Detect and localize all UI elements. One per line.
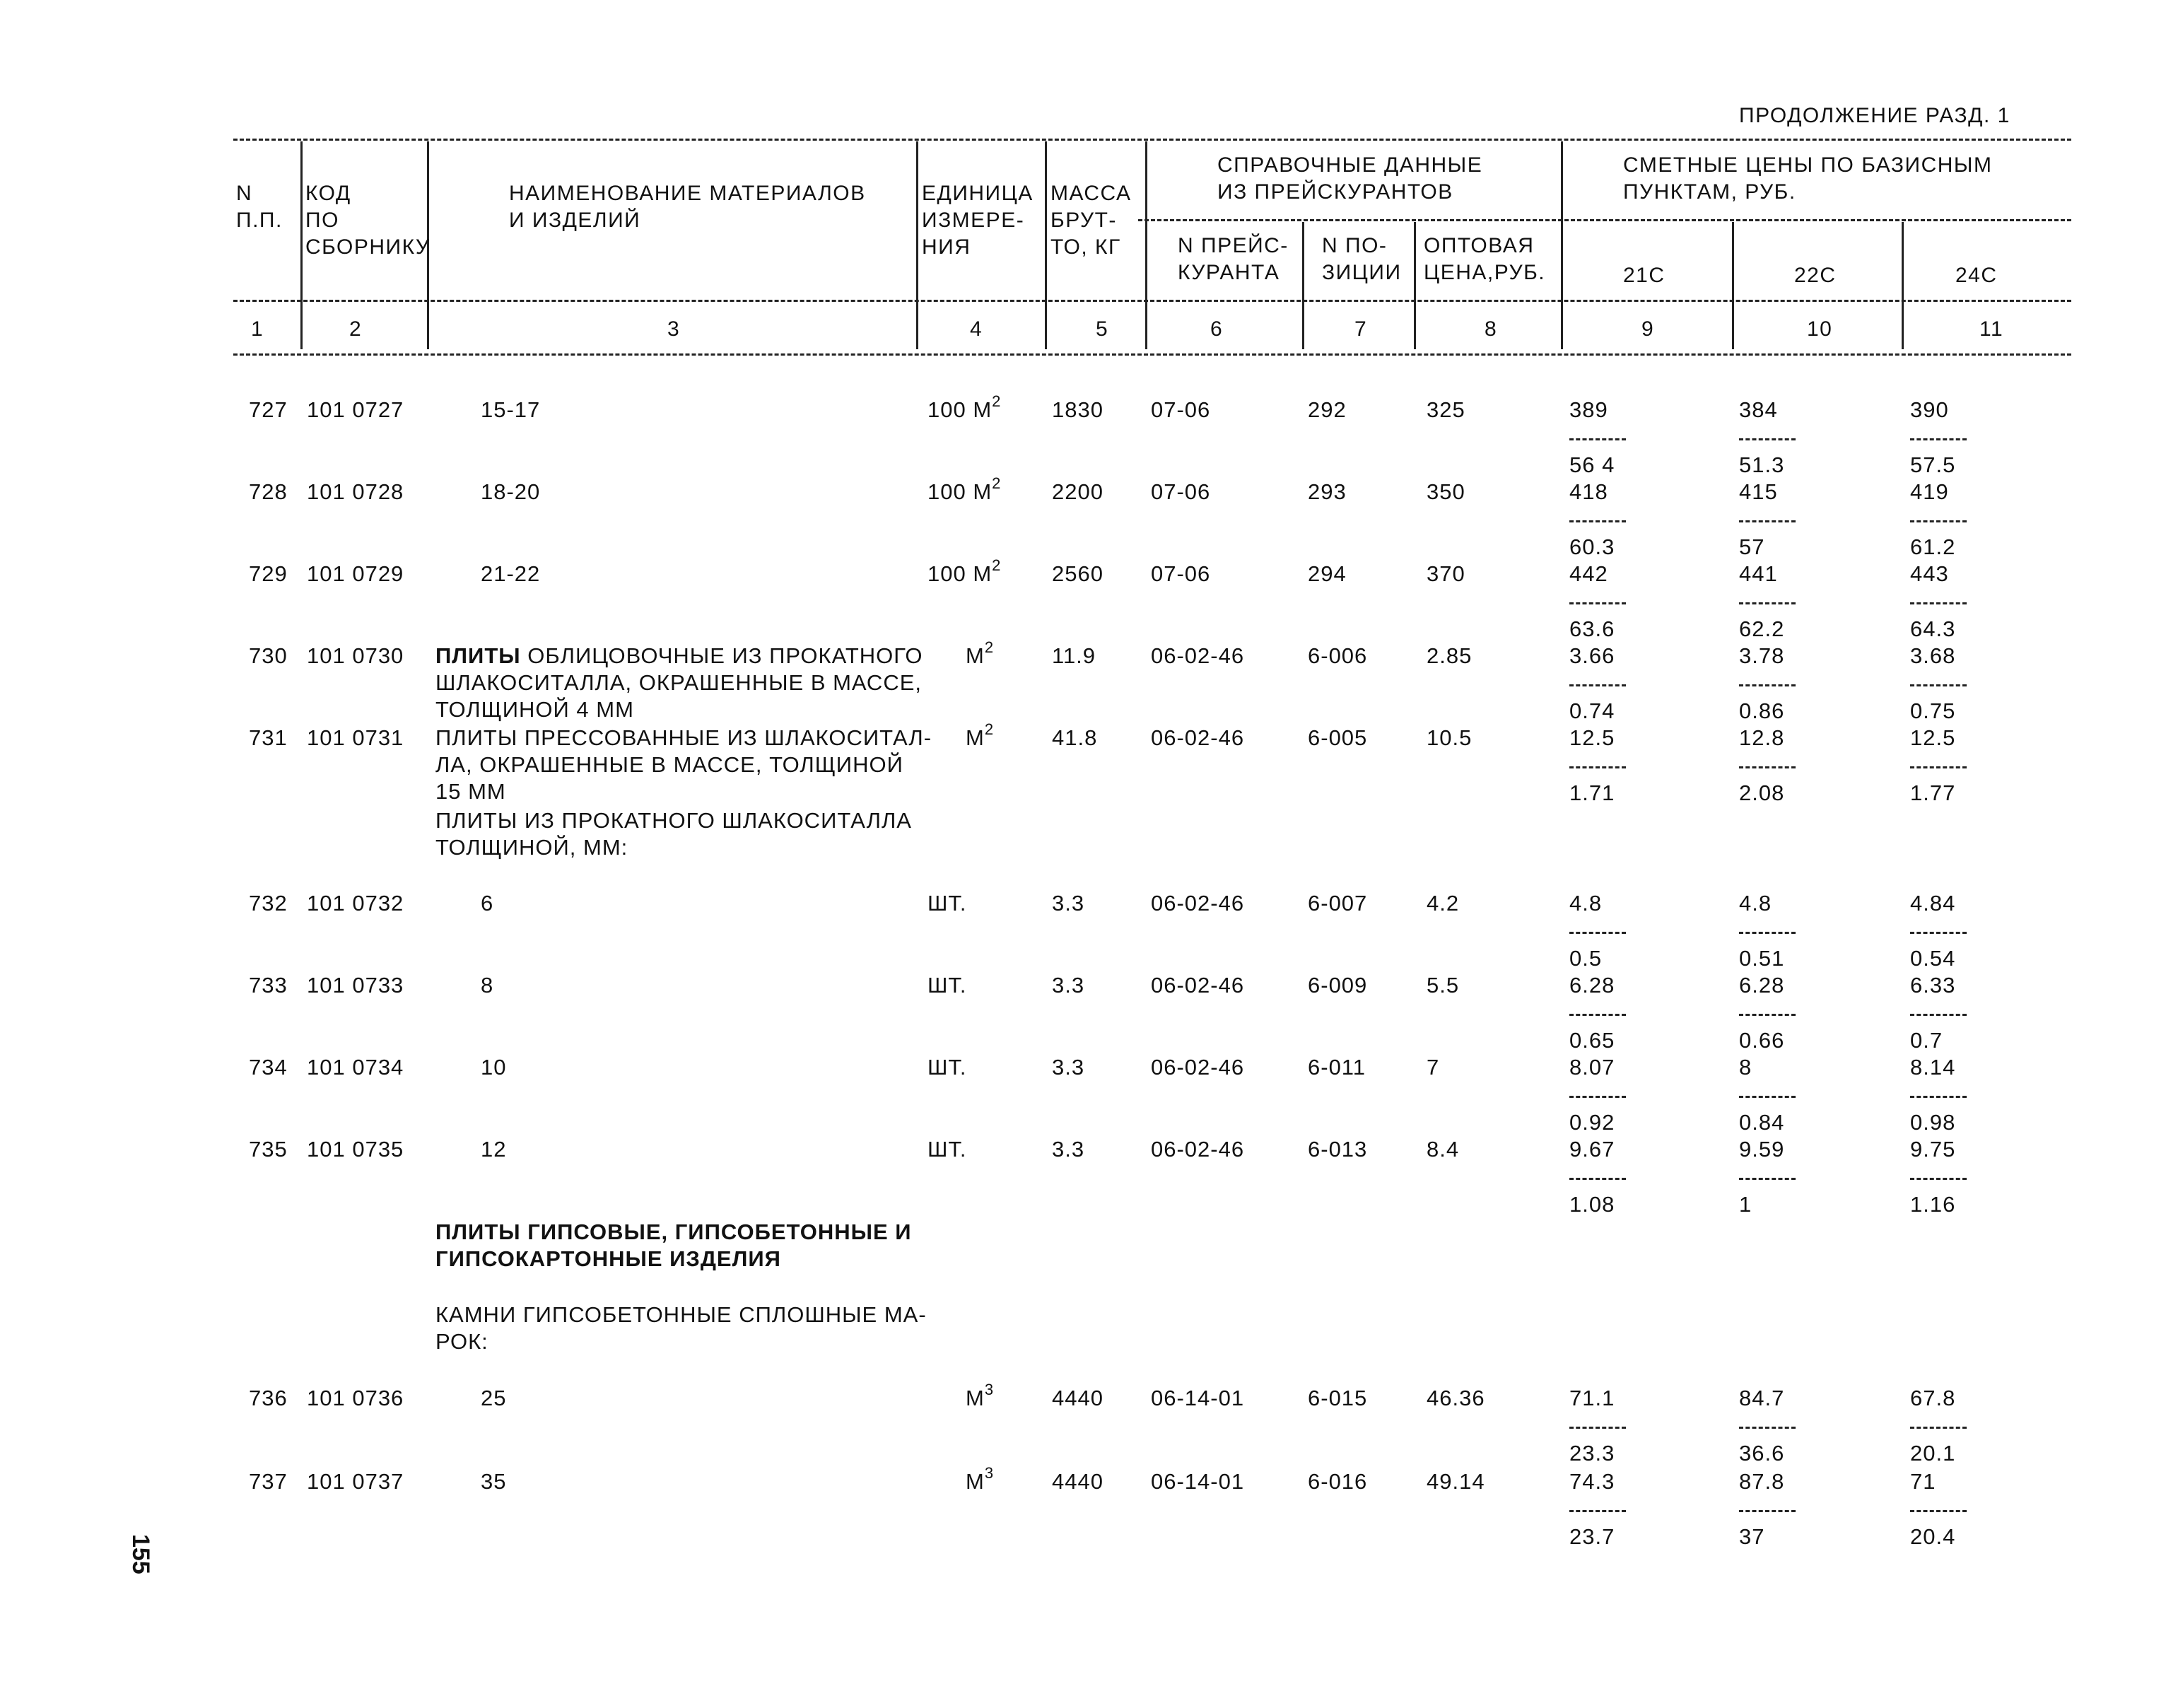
section-gypsum-1: ПЛИТЫ ГИПСОВЫЕ, ГИПСОБЕТОННЫЕ И bbox=[435, 1219, 912, 1244]
col-sep bbox=[1045, 141, 1047, 349]
row-c21-transport: 1.08 bbox=[1569, 1192, 1615, 1217]
fraction-line bbox=[1739, 1427, 1796, 1429]
row-unit bbox=[927, 392, 1002, 423]
col-sep bbox=[1414, 222, 1416, 349]
row-mass: 3.3 bbox=[1052, 973, 1085, 998]
row-number: 729 bbox=[249, 561, 288, 586]
row-wholesale-price: 325 bbox=[1427, 397, 1465, 422]
row-mass: 2560 bbox=[1052, 561, 1104, 586]
fraction-line bbox=[1739, 1510, 1796, 1512]
row-number: 731 bbox=[249, 725, 288, 750]
row-mass: 41.8 bbox=[1052, 725, 1098, 750]
row-unit-text: М bbox=[966, 1386, 985, 1410]
hdr-mass-2: БРУТ- bbox=[1050, 209, 1117, 232]
row-c21-transport: 1.71 bbox=[1569, 780, 1615, 805]
hdr-mass-1: МАССА bbox=[1050, 182, 1132, 205]
row-price-list: 06-02-46 bbox=[1151, 973, 1245, 998]
row-unit bbox=[927, 474, 1002, 505]
fraction-line bbox=[1910, 438, 1967, 440]
row-wholesale-price: 46.36 bbox=[1427, 1386, 1485, 1410]
fraction-line bbox=[1569, 1178, 1626, 1180]
row-c22-price: 384 bbox=[1739, 397, 1778, 422]
col-sep bbox=[300, 141, 303, 349]
fraction-line bbox=[1569, 1510, 1626, 1512]
row-unit bbox=[927, 1137, 967, 1162]
fraction-line bbox=[1910, 1178, 1967, 1180]
row-c22-price: 3.78 bbox=[1739, 643, 1785, 668]
row-c24-transport: 61.2 bbox=[1910, 534, 1956, 559]
row-name: 21-22 bbox=[481, 561, 541, 586]
hdr-ref-2: ИЗ ПРЕЙСКУРАНТОВ bbox=[1217, 180, 1453, 204]
fraction-line bbox=[1569, 438, 1626, 440]
hdr-name-1: НАИМЕНОВАНИЕ МАТЕРИАЛОВ bbox=[509, 182, 866, 205]
fraction-line bbox=[1739, 602, 1796, 604]
row-wholesale-price: 10.5 bbox=[1427, 725, 1473, 750]
row-c21-price: 9.67 bbox=[1569, 1137, 1615, 1162]
row-unit-exponent: 2 bbox=[992, 474, 1002, 492]
row-name-bold: ПЛИТЫ bbox=[435, 643, 521, 668]
fraction-line bbox=[1569, 684, 1626, 686]
colnum-2: 2 bbox=[349, 317, 363, 341]
continuation-note: ПРОДОЛЖЕНИЕ РАЗД. 1 bbox=[1739, 104, 2010, 127]
row-unit-text: 100 М bbox=[927, 397, 993, 422]
row-price-list: 06-02-46 bbox=[1151, 1137, 1245, 1162]
row-mass: 4440 bbox=[1052, 1386, 1104, 1410]
fraction-line bbox=[1739, 1178, 1796, 1180]
row-position: 6-013 bbox=[1308, 1137, 1368, 1162]
row-c24-price: 67.8 bbox=[1910, 1386, 1956, 1410]
row-name: 25 bbox=[481, 1386, 507, 1410]
row-code: 101 0737 bbox=[307, 1469, 404, 1494]
row-unit-exponent: 2 bbox=[992, 392, 1002, 410]
row-c24-transport: 64.3 bbox=[1910, 616, 1956, 641]
colnum-4: 4 bbox=[970, 317, 983, 341]
row-wholesale-price: 8.4 bbox=[1427, 1137, 1460, 1162]
row-c24-transport: 0.54 bbox=[1910, 946, 1956, 971]
row-c21-price: 389 bbox=[1569, 397, 1608, 422]
col-sep bbox=[1145, 141, 1147, 349]
row-unit-exponent: 2 bbox=[992, 556, 1002, 574]
hdr-unit-1: ЕДИНИЦА bbox=[922, 182, 1034, 205]
row-unit-exponent: 3 bbox=[984, 1380, 995, 1398]
row-c21-price: 3.66 bbox=[1569, 643, 1615, 668]
row-c21-price: 12.5 bbox=[1569, 725, 1615, 750]
row-unit-exponent: 2 bbox=[984, 638, 995, 656]
header-subdiv-rule bbox=[1138, 219, 2071, 221]
row-unit-text: ШТ. bbox=[927, 1137, 967, 1162]
row-c21-transport: 63.6 bbox=[1569, 616, 1615, 641]
hdr-name-2: И ИЗДЕЛИЙ bbox=[509, 209, 641, 232]
hdr-wholesale-2: ЦЕНА,РУБ. bbox=[1424, 261, 1546, 284]
fraction-line bbox=[1569, 932, 1626, 934]
row-c21-transport: 0.65 bbox=[1569, 1028, 1615, 1053]
row-price-list: 07-06 bbox=[1151, 561, 1211, 586]
colnum-3: 3 bbox=[667, 317, 681, 341]
colnum-7: 7 bbox=[1354, 317, 1368, 341]
colnum-8: 8 bbox=[1485, 317, 1498, 341]
row-wholesale-price: 49.14 bbox=[1427, 1469, 1485, 1494]
row-c24-price: 3.68 bbox=[1910, 643, 1956, 668]
fraction-line bbox=[1569, 1014, 1626, 1016]
row-unit bbox=[927, 891, 967, 916]
hdr-est-22: 22С bbox=[1794, 264, 1837, 287]
row-name bbox=[435, 643, 923, 669]
fraction-line bbox=[1569, 1427, 1626, 1429]
row-mass: 2200 bbox=[1052, 479, 1104, 504]
row-c21-price: 71.1 bbox=[1569, 1386, 1615, 1410]
col-sep bbox=[1732, 222, 1734, 349]
header-top-rule bbox=[233, 139, 2071, 141]
hdr-n-1: N bbox=[236, 182, 253, 205]
fraction-line bbox=[1739, 1014, 1796, 1016]
row-code: 101 0732 bbox=[307, 891, 404, 916]
colnum-11: 11 bbox=[1979, 317, 2004, 341]
row-c21-price: 4.8 bbox=[1569, 891, 1603, 916]
row-name: 35 bbox=[481, 1469, 507, 1494]
row-price-list: 07-06 bbox=[1151, 479, 1211, 504]
group-slag-2: ТОЛЩИНОЙ, ММ: bbox=[435, 835, 628, 860]
fraction-line bbox=[1739, 684, 1796, 686]
row-position: 6-015 bbox=[1308, 1386, 1368, 1410]
row-position: 6-007 bbox=[1308, 891, 1368, 916]
row-name: 15-17 bbox=[481, 397, 541, 422]
hdr-est-2: ПУНКТАМ, РУБ. bbox=[1623, 180, 1796, 204]
row-c22-transport: 37 bbox=[1739, 1524, 1765, 1549]
row-c24-transport: 0.75 bbox=[1910, 698, 1956, 723]
row-c21-transport: 0.92 bbox=[1569, 1110, 1615, 1135]
colnum-9: 9 bbox=[1641, 317, 1655, 341]
row-code: 101 0727 bbox=[307, 397, 404, 422]
row-c21-price: 6.28 bbox=[1569, 973, 1615, 998]
row-c22-transport: 2.08 bbox=[1739, 780, 1785, 805]
row-number: 728 bbox=[249, 479, 288, 504]
fraction-line bbox=[1910, 520, 1967, 522]
fraction-line bbox=[1910, 1014, 1967, 1016]
hdr-position-2: ЗИЦИИ bbox=[1322, 261, 1402, 284]
row-price-list: 06-02-46 bbox=[1151, 1055, 1245, 1080]
row-wholesale-price: 370 bbox=[1427, 561, 1465, 586]
colnum-5: 5 bbox=[1096, 317, 1109, 341]
hdr-code-3: СБОРНИКУ bbox=[305, 235, 431, 259]
row-unit bbox=[966, 638, 995, 669]
row-c24-price: 71 bbox=[1910, 1469, 1936, 1494]
row-number: 735 bbox=[249, 1137, 288, 1162]
row-unit-text: 100 М bbox=[927, 479, 993, 504]
row-c22-price: 441 bbox=[1739, 561, 1778, 586]
row-unit-text: ШТ. bbox=[927, 973, 967, 998]
row-c22-transport: 1 bbox=[1739, 1192, 1752, 1217]
row-mass: 1830 bbox=[1052, 397, 1104, 422]
row-price-list: 07-06 bbox=[1151, 397, 1211, 422]
row-c22-price: 6.28 bbox=[1739, 973, 1785, 998]
col-sep bbox=[1302, 222, 1304, 349]
row-position: 6-009 bbox=[1308, 973, 1368, 998]
row-c24-price: 9.75 bbox=[1910, 1137, 1956, 1162]
page-number: 155 bbox=[127, 1534, 154, 1574]
row-c24-price: 8.14 bbox=[1910, 1055, 1956, 1080]
header-bottom-rule bbox=[233, 300, 2071, 302]
row-c21-price: 8.07 bbox=[1569, 1055, 1615, 1080]
row-position: 6-016 bbox=[1308, 1469, 1368, 1494]
row-c22-transport: 51.3 bbox=[1739, 452, 1785, 477]
row-c22-price: 84.7 bbox=[1739, 1386, 1785, 1410]
row-c22-transport: 0.86 bbox=[1739, 698, 1785, 723]
row-c22-price: 4.8 bbox=[1739, 891, 1772, 916]
row-c21-transport: 23.3 bbox=[1569, 1441, 1615, 1466]
row-code: 101 0735 bbox=[307, 1137, 404, 1162]
row-code: 101 0736 bbox=[307, 1386, 404, 1410]
row-code: 101 0733 bbox=[307, 973, 404, 998]
fraction-line bbox=[1910, 766, 1967, 768]
row-code: 101 0728 bbox=[307, 479, 404, 504]
row-position: 6-005 bbox=[1308, 725, 1368, 750]
row-c21-price: 418 bbox=[1569, 479, 1608, 504]
fraction-line bbox=[1910, 684, 1967, 686]
hdr-ref-1: СПРАВОЧНЫЕ ДАННЫЕ bbox=[1217, 153, 1483, 177]
row-c24-transport: 1.77 bbox=[1910, 780, 1956, 805]
row-c24-transport: 0.7 bbox=[1910, 1028, 1943, 1053]
row-c21-price: 74.3 bbox=[1569, 1469, 1615, 1494]
row-c24-transport: 1.16 bbox=[1910, 1192, 1956, 1217]
row-unit bbox=[966, 1463, 995, 1494]
row-c22-price: 415 bbox=[1739, 479, 1778, 504]
row-c24-transport: 20.4 bbox=[1910, 1524, 1956, 1549]
row-wholesale-price: 2.85 bbox=[1427, 643, 1473, 668]
fraction-line bbox=[1910, 932, 1967, 934]
row-c22-transport: 0.51 bbox=[1739, 946, 1785, 971]
row-position: 292 bbox=[1308, 397, 1347, 422]
row-unit-text: ШТ. bbox=[927, 891, 967, 916]
row-unit bbox=[927, 973, 967, 998]
row-c24-price: 390 bbox=[1910, 397, 1949, 422]
hdr-est-1: СМЕТНЫЕ ЦЕНЫ ПО БАЗИСНЫМ bbox=[1623, 153, 1993, 177]
fraction-line bbox=[1739, 438, 1796, 440]
row-c24-transport: 57.5 bbox=[1910, 452, 1956, 477]
row-c24-price: 4.84 bbox=[1910, 891, 1956, 916]
hdr-est-21: 21С bbox=[1623, 264, 1666, 287]
row-c21-price: 442 bbox=[1569, 561, 1608, 586]
row-c21-transport: 0.74 bbox=[1569, 698, 1615, 723]
hdr-unit-3: НИЯ bbox=[922, 235, 971, 259]
row-mass: 3.3 bbox=[1052, 1137, 1085, 1162]
row-c24-price: 12.5 bbox=[1910, 725, 1956, 750]
hdr-mass-3: ТО, КГ bbox=[1050, 235, 1121, 259]
row-name-line3: ТОЛЩИНОЙ 4 ММ bbox=[435, 697, 634, 722]
colnum-bottom-rule bbox=[233, 353, 2071, 356]
row-c22-price: 12.8 bbox=[1739, 725, 1785, 750]
hdr-position-1: N ПО- bbox=[1322, 234, 1388, 257]
row-c24-price: 6.33 bbox=[1910, 973, 1956, 998]
row-position: 6-006 bbox=[1308, 643, 1368, 668]
row-unit-text: ШТ. bbox=[927, 1055, 967, 1080]
row-name-line2: ЛА, ОКРАШЕННЫЕ В МАССЕ, ТОЛЩИНОЙ bbox=[435, 752, 903, 777]
col-sep bbox=[1902, 222, 1904, 349]
row-c24-price: 443 bbox=[1910, 561, 1949, 586]
row-c22-transport: 57 bbox=[1739, 534, 1765, 559]
row-unit-text: 100 М bbox=[927, 561, 993, 586]
row-unit bbox=[927, 1055, 967, 1080]
row-name-line3: 15 ММ bbox=[435, 779, 506, 804]
colnum-6: 6 bbox=[1210, 317, 1224, 341]
row-wholesale-price: 5.5 bbox=[1427, 973, 1460, 998]
row-c22-price: 9.59 bbox=[1739, 1137, 1785, 1162]
group-stones-2: РОК: bbox=[435, 1329, 488, 1354]
fraction-line bbox=[1910, 1427, 1967, 1429]
row-number: 730 bbox=[249, 643, 288, 668]
row-name: 18-20 bbox=[481, 479, 541, 504]
row-code: 101 0729 bbox=[307, 561, 404, 586]
row-unit bbox=[966, 720, 995, 751]
row-wholesale-price: 4.2 bbox=[1427, 891, 1460, 916]
row-name: 10 bbox=[481, 1055, 507, 1080]
row-number: 737 bbox=[249, 1469, 288, 1494]
row-number: 734 bbox=[249, 1055, 288, 1080]
row-code: 101 0730 bbox=[307, 643, 404, 668]
row-name: 8 bbox=[481, 973, 494, 998]
row-wholesale-price: 7 bbox=[1427, 1055, 1440, 1080]
row-unit-exponent: 2 bbox=[984, 720, 995, 738]
row-c22-transport: 62.2 bbox=[1739, 616, 1785, 641]
row-mass: 11.9 bbox=[1052, 643, 1096, 668]
row-name: ПЛИТЫ ПРЕССОВАННЫЕ ИЗ ШЛАКОСИТАЛ- bbox=[435, 725, 932, 750]
row-code: 101 0734 bbox=[307, 1055, 404, 1080]
fraction-line bbox=[1569, 602, 1626, 604]
row-mass: 4440 bbox=[1052, 1469, 1104, 1494]
colnum-10: 10 bbox=[1807, 317, 1833, 341]
row-name: 12 bbox=[481, 1137, 507, 1162]
row-c21-transport: 56 4 bbox=[1569, 452, 1615, 477]
fraction-line bbox=[1569, 520, 1626, 522]
row-unit bbox=[927, 556, 1002, 587]
row-number: 733 bbox=[249, 973, 288, 998]
hdr-unit-2: ИЗМЕРЕ- bbox=[922, 209, 1025, 232]
colnum-1: 1 bbox=[251, 317, 264, 341]
row-c22-transport: 0.84 bbox=[1739, 1110, 1785, 1135]
fraction-line bbox=[1569, 766, 1626, 768]
fraction-line bbox=[1739, 520, 1796, 522]
row-position: 294 bbox=[1308, 561, 1347, 586]
row-c22-transport: 0.66 bbox=[1739, 1028, 1785, 1053]
fraction-line bbox=[1569, 1096, 1626, 1098]
fraction-line bbox=[1739, 1096, 1796, 1098]
fraction-line bbox=[1910, 602, 1967, 604]
hdr-n-2: П.П. bbox=[236, 209, 283, 232]
fraction-line bbox=[1910, 1096, 1967, 1098]
col-sep bbox=[1561, 141, 1563, 349]
fraction-line bbox=[1739, 766, 1796, 768]
row-c22-price: 8 bbox=[1739, 1055, 1752, 1080]
row-price-list: 06-02-46 bbox=[1151, 725, 1245, 750]
row-position: 6-011 bbox=[1308, 1055, 1366, 1080]
row-unit-exponent: 3 bbox=[984, 1463, 995, 1482]
row-name: 6 bbox=[481, 891, 494, 916]
row-c21-transport: 60.3 bbox=[1569, 534, 1615, 559]
row-c24-transport: 0.98 bbox=[1910, 1110, 1956, 1135]
row-c21-transport: 0.5 bbox=[1569, 946, 1603, 971]
hdr-est-24: 24С bbox=[1955, 264, 1998, 287]
row-code: 101 0731 bbox=[307, 725, 404, 750]
row-unit-text: М bbox=[966, 643, 985, 668]
row-number: 732 bbox=[249, 891, 288, 916]
row-c22-price: 87.8 bbox=[1739, 1469, 1785, 1494]
fraction-line bbox=[1910, 1510, 1967, 1512]
row-price-list: 06-14-01 bbox=[1151, 1386, 1245, 1410]
row-mass: 3.3 bbox=[1052, 891, 1085, 916]
hdr-code-2: ПО bbox=[305, 209, 339, 232]
hdr-code-1: КОД bbox=[305, 182, 351, 205]
row-price-list: 06-14-01 bbox=[1151, 1469, 1245, 1494]
hdr-pricelist-1: N ПРЕЙС- bbox=[1178, 234, 1289, 257]
row-mass: 3.3 bbox=[1052, 1055, 1085, 1080]
fraction-line bbox=[1739, 932, 1796, 934]
section-gypsum-2: ГИПСОКАРТОННЫЕ ИЗДЕЛИЯ bbox=[435, 1246, 781, 1271]
row-c22-transport: 36.6 bbox=[1739, 1441, 1785, 1466]
row-name-line2: ШЛАКОСИТАЛЛА, ОКРАШЕННЫЕ В МАССЕ, bbox=[435, 670, 922, 695]
row-c24-price: 419 bbox=[1910, 479, 1949, 504]
row-wholesale-price: 350 bbox=[1427, 479, 1465, 504]
col-sep bbox=[916, 141, 918, 349]
hdr-wholesale-1: ОПТОВАЯ bbox=[1424, 234, 1535, 257]
group-stones-1: КАМНИ ГИПСОБЕТОННЫЕ СПЛОШНЫЕ МА- bbox=[435, 1302, 927, 1327]
row-number: 727 bbox=[249, 397, 288, 422]
row-number: 736 bbox=[249, 1386, 288, 1410]
row-position: 293 bbox=[1308, 479, 1347, 504]
row-price-list: 06-02-46 bbox=[1151, 643, 1245, 668]
row-unit bbox=[966, 1380, 995, 1411]
row-c21-transport: 23.7 bbox=[1569, 1524, 1615, 1549]
row-c24-transport: 20.1 bbox=[1910, 1441, 1956, 1466]
row-unit-text: М bbox=[966, 1469, 985, 1494]
row-unit-text: М bbox=[966, 725, 985, 750]
row-price-list: 06-02-46 bbox=[1151, 891, 1245, 916]
group-slag-1: ПЛИТЫ ИЗ ПРОКАТНОГО ШЛАКОСИТАЛЛА bbox=[435, 808, 912, 833]
row-name-rest: ОБЛИЦОВОЧНЫЕ ИЗ ПРОКАТНОГО bbox=[520, 643, 923, 668]
hdr-pricelist-2: КУРАНТА bbox=[1178, 261, 1280, 284]
